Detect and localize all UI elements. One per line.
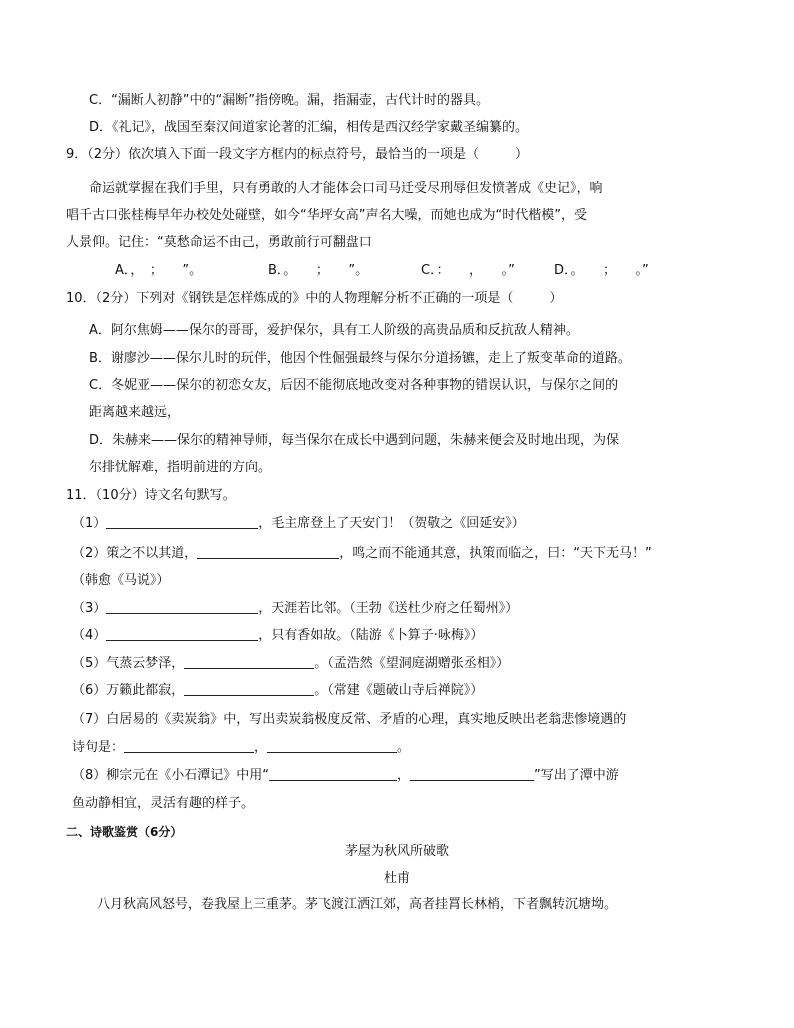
q9-option-d: D．。 ； 。” bbox=[554, 263, 649, 278]
q11-item-7-line-1: （7）白居易的《卖炭翁》中，写出卖炭翁极度反常、矛盾的心理，真实地反映出老翁悲惨境遇的 bbox=[72, 712, 627, 727]
poem-author: 杜甫 bbox=[383, 871, 410, 886]
q11-6-prefix: （6）万籁此都寂， bbox=[72, 683, 185, 698]
q10-stem-end: ） bbox=[549, 291, 563, 306]
q11-4-blank[interactable] bbox=[106, 627, 258, 641]
q10-option-a: A．阿尔焦姆——保尔的哥哥，爱护保尔，具有工人阶级的高贵品质和反抗敌人精神。 bbox=[89, 323, 579, 338]
q9-stem-text: 9．（2分）依次填入下面一段文字方框内的标点符号，最恰当的一项是（ bbox=[66, 147, 480, 162]
q9-passage-line-1: 命运就掌握在我们手里，只有勇敢的人才能体会口司马迁受尽刑辱但发愤著成《史记》，响 bbox=[89, 181, 603, 196]
q9-passage-line-2: 唱千古口张桂梅早年办校处处碰壁，如今“华坪女高”声名大噪，而她也成为“时代楷模”，受 bbox=[66, 208, 587, 223]
q11-item-2-source: （韩愈《马说》） bbox=[72, 573, 170, 588]
q11-item-1 bbox=[72, 515, 525, 533]
q11-6-suffix: 。（常建《题破山寺后禅院》） bbox=[314, 683, 484, 698]
q11-7-blank-1[interactable] bbox=[124, 739, 254, 753]
q11-2-prefix: （2）策之不以其道， bbox=[72, 546, 198, 561]
q10-stem-text: 10．（2分）下列对《钢铁是怎样炼成的》中的人物理解分析不正确的一项是（ bbox=[66, 291, 514, 306]
poem-line-1: 八月秋高风怒号，卷我屋上三重茅。茅飞渡江洒江郊，高者挂罥长林梢，下者飘转沉塘坳。 bbox=[97, 897, 618, 912]
q10-option-d-line-2: 尔排忧解难，指明前进的方向。 bbox=[89, 460, 272, 475]
q11-1-prefix: （1） bbox=[72, 516, 107, 531]
q11-3-prefix: （3） bbox=[72, 601, 107, 616]
q11-7-blank-2[interactable] bbox=[267, 739, 397, 753]
q9-passage-line-3: 人景仰。记住：“莫愁命运不由己，勇敢前行可翻盘口 bbox=[66, 235, 372, 250]
q11-5-suffix: 。（孟浩然《望洞庭湖赠张丞相》） bbox=[314, 656, 510, 671]
q11-5-blank[interactable] bbox=[184, 655, 314, 669]
q11-8-blank-2[interactable] bbox=[410, 767, 534, 781]
q11-5-prefix: （5）气蒸云梦泽， bbox=[72, 656, 185, 671]
q11-item-2 bbox=[72, 545, 652, 563]
q11-8-suffix: ”写出了潭中游 bbox=[534, 768, 619, 783]
q11-1-blank[interactable] bbox=[106, 515, 258, 529]
q9-stem-end: ） bbox=[515, 147, 529, 162]
q9-options bbox=[115, 262, 649, 280]
q11-1-suffix: ，毛主席登上了天安门！（贺敬之《回延安》） bbox=[258, 516, 525, 531]
q10-option-d-line-1: D．朱赫来——保尔的精神导师，每当保尔在成长中遇到问题，朱赫来便会及时地出现，为保 bbox=[89, 433, 620, 448]
q11-3-suffix: ，天涯若比邻。（王勃《送杜少府之任蜀州》） bbox=[258, 601, 519, 616]
q10-option-c-line-1: C．冬妮亚——保尔的初恋女友，后因不能彻底地改变对各种事物的错误认识，与保尔之间的 bbox=[89, 378, 619, 393]
q9-stem bbox=[66, 146, 528, 164]
q10-option-b: B．谢廖沙——保尔儿时的玩伴，他因个性倔强最终与保尔分道扬镳，走上了叛变革命的道路。 bbox=[89, 351, 631, 366]
q11-7-mid: ， bbox=[254, 740, 268, 755]
q11-7-prefix: 诗句是： bbox=[72, 740, 125, 755]
q11-2-blank[interactable] bbox=[197, 545, 339, 559]
q11-7-suffix: 。 bbox=[397, 740, 411, 755]
q10-stem bbox=[66, 290, 562, 308]
q9-option-c: C．： ， 。” bbox=[421, 263, 515, 278]
q11-item-6 bbox=[72, 682, 483, 700]
q9-option-b: B．。 ； ”。 bbox=[268, 263, 369, 278]
q11-3-blank[interactable] bbox=[106, 600, 258, 614]
q11-item-8-line-2: 鱼动静相宜，灵活有趣的样子。 bbox=[72, 796, 255, 811]
q11-item-5 bbox=[72, 655, 509, 673]
q11-2-suffix: ，鸣之而不能通其意，执策而临之，曰：“天下无马！” bbox=[339, 546, 652, 561]
q11-4-suffix: ，只有香如故。（陆游《卜算子·咏梅》） bbox=[258, 628, 484, 643]
q8-option-c: C．“漏断人初静”中的“漏断”指傍晚。漏，指漏壶，古代计时的器具。 bbox=[89, 93, 490, 108]
q11-8-prefix: （8）柳宗元在《小石潭记》中用“ bbox=[72, 768, 270, 783]
q11-item-4 bbox=[72, 627, 483, 645]
q11-6-blank[interactable] bbox=[184, 682, 314, 696]
poem-title: 茅屋为秋风所破歌 bbox=[344, 844, 449, 859]
q11-stem: 11．（10分）诗文名句默写。 bbox=[66, 488, 236, 503]
q11-4-prefix: （4） bbox=[72, 628, 107, 643]
q9-option-a: A．， ； ”。 bbox=[115, 263, 203, 278]
q11-item-3 bbox=[72, 600, 518, 618]
q11-8-blank-1[interactable] bbox=[269, 767, 397, 781]
q8-option-d: D．《礼记》，战国至秦汉间道家论著的汇编，相传是西汉经学家戴圣编纂的。 bbox=[89, 120, 529, 135]
section-2-heading: 二、诗歌鉴赏（6分） bbox=[66, 825, 183, 839]
q11-8-mid: ， bbox=[397, 768, 411, 783]
q11-item-7-line-2 bbox=[72, 739, 410, 757]
q10-option-c-line-2: 距离越来越远， bbox=[89, 405, 181, 420]
q11-item-8-line-1 bbox=[72, 767, 619, 785]
